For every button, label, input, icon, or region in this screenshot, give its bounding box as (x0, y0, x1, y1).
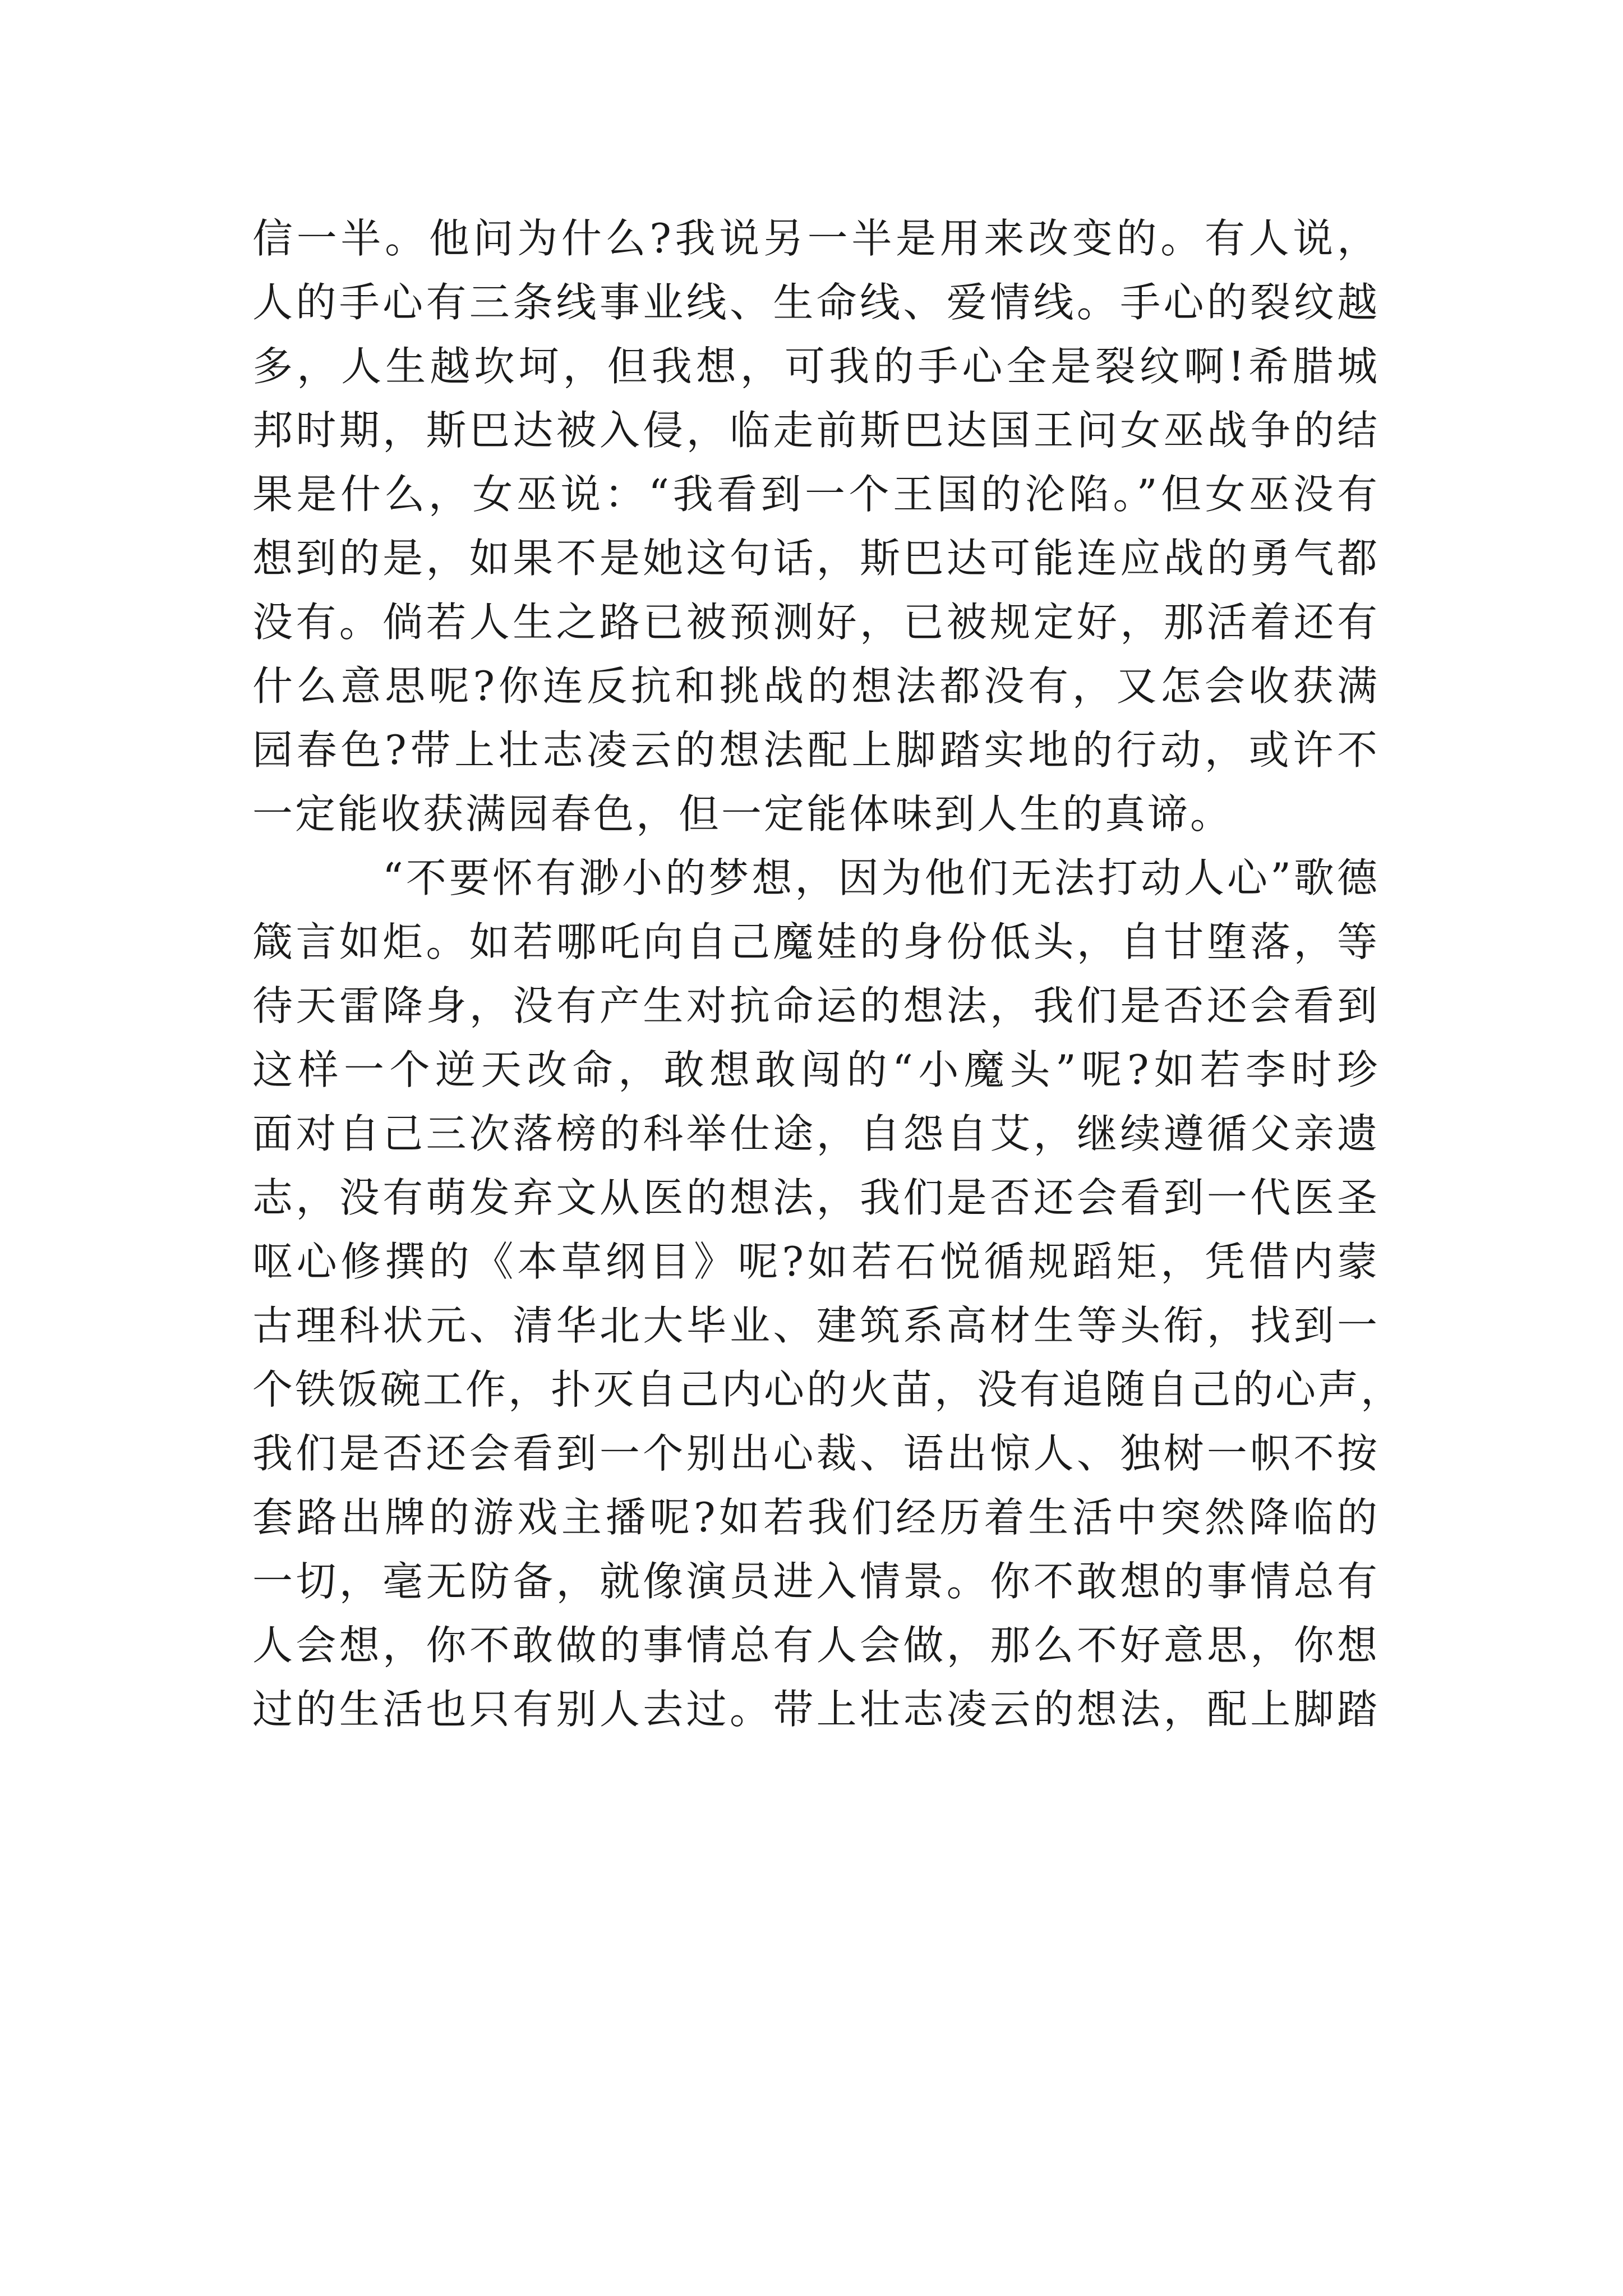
text-line: 果是什么，女巫说：“我看到一个王国的沦陷。”但女巫没有 (252, 471, 1380, 518)
text-line: 一定能收获满园春色，但一定能体味到人生的真谛。 (252, 790, 1233, 838)
text-line: 过的生活也只有别人去过。带上壮志凌云的想法，配上脚踏 (252, 1686, 1380, 1733)
text-line: 什么意思呢?你连反抗和挑战的想法都没有，又怎会收获满 (252, 662, 1380, 710)
body-text (252, 206, 1404, 1741)
text-line: 待天雷降身，没有产生对抗命运的想法，我们是否还会看到 (252, 982, 1380, 1029)
text-line: 这样一个逆天改命，敢想敢闯的“小魔头”呢?如若李时珍 (252, 1046, 1380, 1093)
text-line: 多，人生越坎坷，但我想，可我的手心全是裂纹啊!希腊城 (252, 343, 1380, 390)
text-line: 园春色?带上壮志凌云的想法配上脚踏实地的行动，或许不 (252, 726, 1380, 774)
text-line: 没有。倘若人生之路已被预测好，已被规定好，那活着还有 (252, 599, 1380, 646)
text-line: 信一半。他问为什么?我说另一半是用来改变的。有人说， (252, 215, 1380, 262)
text-line: 呕心修撰的《本草纲目》呢?如若石悦循规蹈矩，凭借内蒙 (252, 1238, 1380, 1285)
text-line: 我们是否还会看到一个别出心裁、语出惊人、独树一帜不按 (252, 1430, 1380, 1477)
text-line: 邦时期，斯巴达被入侵，临走前斯巴达国王问女巫战争的结 (252, 407, 1380, 454)
text-line: 套路出牌的游戏主播呢?如若我们经历着生活中突然降临的 (252, 1494, 1380, 1541)
text-line: 一切，毫无防备，就像演员进入情景。你不敢想的事情总有 (252, 1558, 1380, 1605)
text-line: “不要怀有渺小的梦想，因为他们无法打动人心”歌德 (382, 854, 1380, 901)
text-line: 人会想，你不敢做的事情总有人会做，那么不好意思，你想 (252, 1622, 1380, 1669)
text-line: 想到的是，如果不是她这句话，斯巴达可能连应战的勇气都 (252, 535, 1380, 582)
text-line: 人的手心有三条线事业线、生命线、爱情线。手心的裂纹越 (252, 279, 1380, 326)
text-line: 箴言如炬。如若哪吒向自己魔娃的身份低头，自甘堕落，等 (252, 918, 1380, 965)
text-line: 古理科状元、清华北大毕业、建筑系高材生等头衔，找到一 (252, 1302, 1380, 1349)
text-line: 个铁饭碗工作，扑灭自己内心的火苗，没有追随自己的心声， (252, 1366, 1404, 1413)
text-line: 面对自己三次落榜的科举仕途，自怨自艾，继续遵循父亲遗 (252, 1110, 1380, 1157)
text-line: 志，没有萌发弃文从医的想法，我们是否还会看到一代医圣 (252, 1174, 1380, 1221)
